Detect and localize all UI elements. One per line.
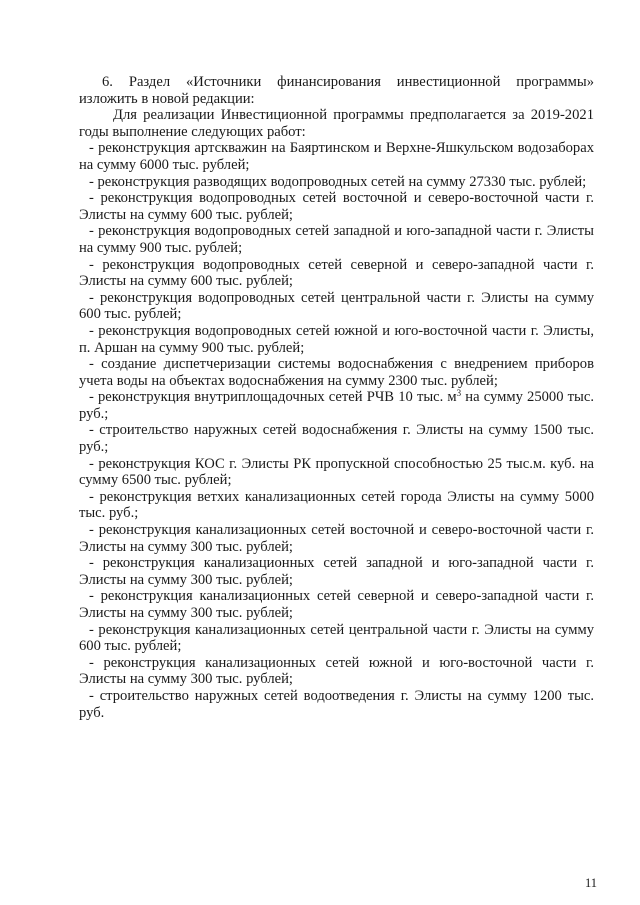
work-item-17: - реконструкция канализационных сетей южной и юго-восточной части г. Элисты на сумму 300 тыс. рублей;	[79, 654, 594, 688]
intro-paragraph: Для реализации Инвестиционной программы предполагается за 2019-2021 годы выполнение следующих работ:	[79, 107, 594, 140]
work-item-10: - строительство наружных сетей водоснабжения г. Элисты на сумму 1500 тыс. руб.;	[79, 422, 594, 456]
page-number: 11	[584, 876, 597, 890]
work-item-11: - реконструкция КОС г. Элисты РК пропускной способностью 25 тыс.м. куб. на сумму 6500 тыс. рублей;	[79, 455, 594, 489]
work-item-1: - реконструкция артскважин на Баяртинском и Верхне-Яшкульском водозаборах на сумму 6000 тыс. рублей;	[79, 140, 594, 173]
work-item-16: - реконструкция канализационных сетей центральной части г. Элисты на сумму 600 тыс. рублей;	[79, 621, 594, 655]
work-item-18: - строительство наружных сетей водоотведения г. Элисты на сумму 1200 тыс. руб.	[79, 687, 594, 721]
work-item-4: - реконструкция водопроводных сетей западной и юго-западной части г. Элисты на сумму 900 тыс. рублей;	[79, 223, 594, 256]
work-item-8: - создание диспетчеризации системы водоснабжения с внедрением приборов учета воды на объектах водоснабжения на сумму 2300 тыс. рублей;	[79, 356, 594, 389]
work-item-9-text-before: - реконструкция внутриплощадочных сетей РЧВ 10 тыс. м	[89, 389, 457, 406]
section-heading: 6. Раздел «Источники финансирования инвестиционной программы» изложить в новой редакции:	[79, 74, 594, 107]
work-item-3: - реконструкция водопроводных сетей восточной и северо-восточной части г. Элисты на сумму 600 тыс. рублей;	[79, 190, 594, 223]
work-item-9-text-after: на сумму 25000 тыс. руб.;	[79, 389, 594, 422]
work-item-5: - реконструкция водопроводных сетей северной и северо-западной части г. Элисты на сумму 600 тыс. рублей;	[79, 256, 594, 290]
document-body	[79, 74, 594, 721]
work-item-13: - реконструкция канализационных сетей восточной и северо-восточной части г. Элисты на сумму 300 тыс. рублей;	[79, 522, 594, 555]
cubic-superscript: 3	[456, 388, 462, 399]
work-item-7: - реконструкция водопроводных сетей южной и юго-восточной части г. Элисты, п. Аршан на сумму 900 тыс. рублей;	[79, 322, 594, 356]
work-item-2: - реконструкция разводящих водопроводных сетей на сумму 27330 тыс. рублей;	[89, 173, 587, 190]
work-item-9	[79, 389, 594, 422]
work-item-6: - реконструкция водопроводных сетей центральной части г. Элисты на сумму 600 тыс. рублей;	[79, 289, 594, 323]
work-item-14: - реконструкция канализационных сетей западной и юго-западной части г. Элисты на сумму 300 тыс. рублей;	[79, 555, 594, 588]
work-item-12: - реконструкция ветхих канализационных сетей города Элисты на сумму 5000 тыс. руб.;	[79, 488, 594, 522]
work-item-15: - реконструкция канализационных сетей северной и северо-западной части г. Элисты на сумму 300 тыс. рублей;	[79, 588, 594, 621]
